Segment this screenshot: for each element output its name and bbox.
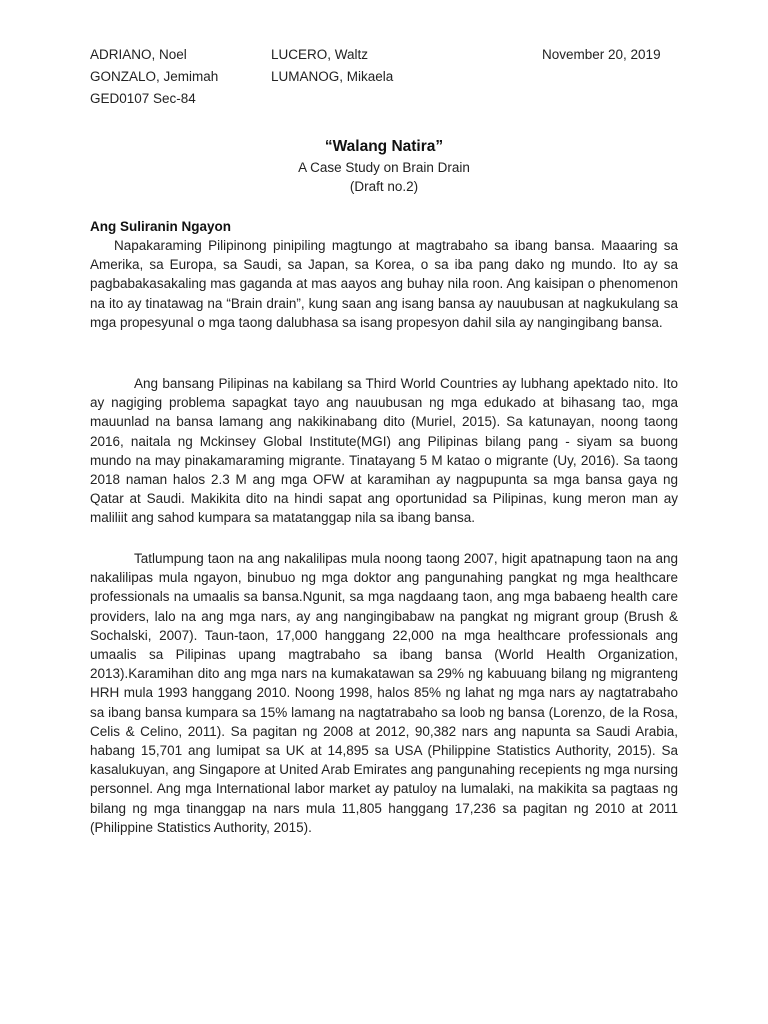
author-name: ADRIANO, Noel bbox=[90, 47, 187, 62]
author-name: LUCERO, Waltz bbox=[271, 47, 369, 62]
body-paragraph: Tatlumpung taon na ang nakalilipas mula noong taong 2007, higit apatnapung taon na ang nakalilipas mula ngayon, binubuo ng mga doktor ang pangunahing pangkat ng mga healthcare professionals na umaalis sa bansa.Ngunit, sa mga nagdaang taon, ang mga babaeng health care providers, lalo na ang mga nars, ay ang nangingibabaw na pangkat ng migrant group (Brush & Sochalski, 2007). Taun-taon, 17,000 hanggang 22,000 na mga healthcare professionals ang umaalis sa Pilipinas upang magtrabaho sa ibang bansa (World Health Organization, 2013).Karamihan dito ang mga nars na kumakatawan sa 29% ng kabuuang bilang ng migranteng HRH mula 1993 hanggang 2010. Noong 1998, halos 85% ng lahat ng mga nars ay nagtatrabaho sa ibang bansa kumpara sa 15% lamang na nagtatrabaho sa loob ng bansa (Lorenzo, de la Rosa, Celis & Celino, 2011). Sa pagitan ng 2008 at 2012, 90,382 nars ang napunta sa Saudi Arabia, habang 15,701 ang lumipat sa UK at 14,895 sa USA (Philippine Statistics Authority, 2015). Sa kasalukuyan, ang Singapore at United Arab Emirates ang pangunahing recepients ng mga nursing personnel. Ang mga International labor market ay patuloy na lumalaki, na makikita sa pagtaas ng bilang ng mga tinanggap na nars mula 11,805 hanggang 17,236 sa pagitan ng 2010 at 2011 (Philippine Statistics Authority, 2015). bbox=[90, 551, 678, 835]
author-column-middle bbox=[271, 44, 393, 88]
draft-label: (Draft no.2) bbox=[349, 179, 419, 194]
author-name: GONZALO, Jemimah bbox=[90, 69, 219, 84]
title-block bbox=[0, 136, 768, 196]
author-name: LUMANOG, Mikaela bbox=[271, 69, 394, 84]
course-section: GED0107 Sec-84 bbox=[90, 91, 196, 106]
document-subtitle: A Case Study on Brain Drain bbox=[298, 160, 470, 175]
document-date: November 20, 2019 bbox=[542, 47, 661, 62]
document-date-block bbox=[542, 44, 661, 66]
document-title: “Walang Natira” bbox=[324, 138, 444, 155]
author-column-left bbox=[90, 44, 218, 110]
body-paragraph: Ang bansang Pilipinas na kabilang sa Third World Countries ay lubhang apektado nito. Ito ay nagiging problema sapagkat tayo ang nauubusan ng mga edukado at bihasang tao, mga mauunlad na bansa lamang ang nakikinabang dito (Muriel, 2015). Sa katunayan, noong taong 2016, naitala ng Mckinsey Global Institute(MGI) ang Pilipinas bilang pang - siyam sa buong mundo na may pinakamaraming migrante. Tinatayang 5 M katao o migrante (Uy, 2016). Sa taong 2018 naman halos 2.3 M ang mga OFW at karamihan ay nagpupunta sa mga bansa gaya ng Qatar at Saudi. Makikita dito na hindi sapat ang oportunidad sa Pilipinas, kung meron man ay maliliit ang sahod kumpara sa matatanggap nila sa ibang bansa. bbox=[90, 376, 678, 526]
body-paragraph: Napakaraming Pilipinong pinipiling magtungo at magtrabaho sa ibang bansa. Maaaring sa Amerika, sa Europa, sa Saudi, sa Japan, sa Korea, o sa iba pang dako ng mundo. Ito ay sa pagbabakasakaling mas gaganda at mas aayos ang buhay nila roon. Ang kaisipan o phenomenon na ito ay tinatawag na “Brain drain”, kung saan ang isang bansa ay nauubusan at nagkukulang sa mga propesyunal o mga taong dalubhasa sa isang propesyon dahil sila ay nangingibang bansa. bbox=[90, 238, 678, 330]
section-heading: Ang Suliranin Ngayon bbox=[90, 219, 232, 234]
